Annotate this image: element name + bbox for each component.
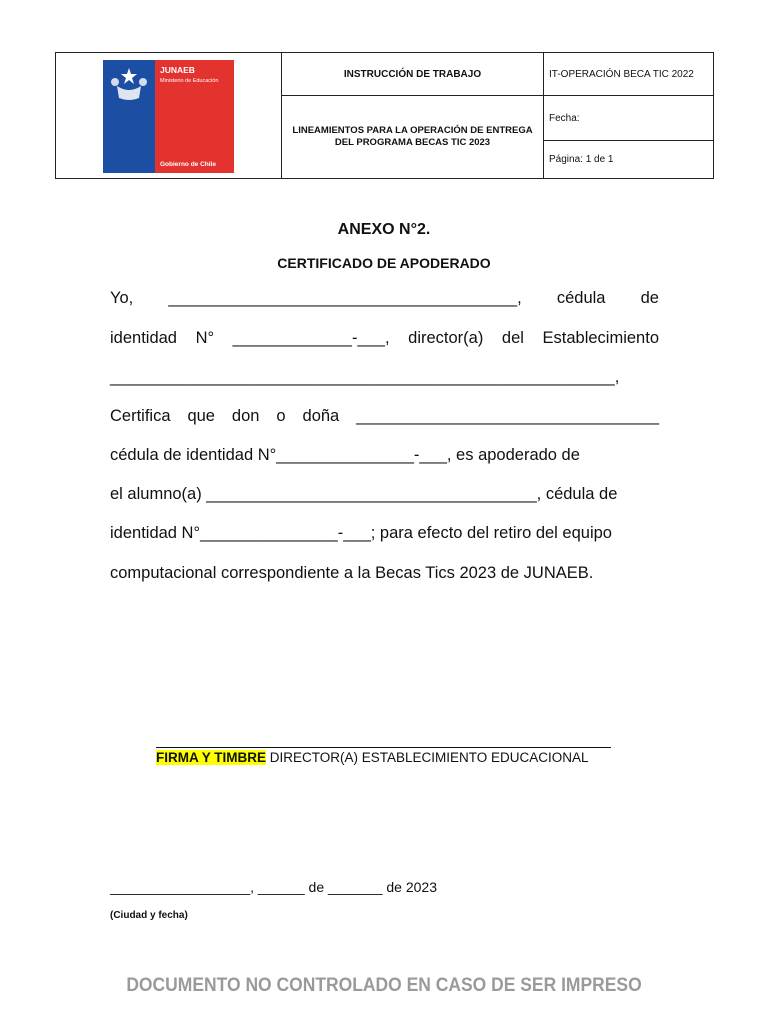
blank-guardian: _________________________________	[356, 407, 659, 425]
certificate-title: CERTIFICADO DE APODERADO	[277, 255, 491, 271]
document-header-table	[55, 52, 714, 179]
signature-caption	[156, 750, 589, 765]
body-line-7: identidad N°_______________-___; para efecto del retiro del equipo	[110, 524, 612, 542]
doc-page-label: Página: 1 de 1	[549, 154, 614, 165]
body-line-5: cédula de identidad N°_______________-___, es apoderado de	[110, 446, 580, 464]
signature-line	[156, 747, 611, 748]
body-line-3: _______________________________________________________,	[110, 368, 620, 386]
body-line-2	[110, 329, 659, 351]
place-date-note: (Ciudad y fecha)	[110, 910, 188, 921]
signature-highlight: FIRMA Y TIMBRE	[156, 750, 267, 765]
doc-type: INSTRUCCIÓN DE TRABAJO	[282, 53, 543, 96]
word: de	[640, 289, 659, 307]
uncontrolled-document-footer: DOCUMENTO NO CONTROLADO EN CASO DE SER IMPRESO	[126, 975, 642, 996]
logo-government: Gobierno de Chile	[160, 161, 216, 168]
word: Certifica	[110, 407, 171, 425]
body-line-6: el alumno(a) ____________________________________, cédula de	[110, 485, 618, 503]
body-line-1	[110, 289, 659, 311]
body-line-8: computacional correspondiente a la Becas Tics 2023 de JUNAEB.	[110, 564, 594, 582]
word: del	[501, 329, 524, 347]
logo-cell	[56, 53, 282, 178]
body-line-4	[110, 407, 659, 429]
word: Yo,	[110, 289, 134, 307]
place-date-line: __________________, ______ de _______ de 2023	[110, 879, 437, 895]
logo-red-band	[155, 60, 234, 173]
meta-cell	[544, 53, 713, 178]
logo-brand: JUNAEB	[160, 65, 195, 75]
junaeb-logo	[103, 60, 234, 173]
annex-title: ANEXO N°2.	[337, 221, 431, 238]
word: director(a)	[408, 329, 484, 347]
word: cédula	[556, 289, 606, 307]
doc-title: LINEAMIENTOS PARA LA OPERACIÓN DE ENTREGA DEL PROGRAMA BECAS TIC 2023	[292, 125, 533, 148]
word: N°	[195, 329, 215, 347]
blank-name: ______________________________________,	[168, 289, 522, 307]
blank-id: _____________-___,	[232, 329, 390, 347]
title-cell	[282, 53, 544, 178]
word: doña	[302, 407, 340, 425]
word: don	[231, 407, 260, 425]
word: Establecimiento	[542, 329, 659, 347]
word: o	[276, 407, 286, 425]
chile-coat-of-arms-icon	[103, 64, 155, 104]
doc-date-label: Fecha:	[544, 96, 713, 141]
logo-blue-band	[103, 60, 155, 173]
word: identidad	[110, 329, 177, 347]
word: que	[187, 407, 215, 425]
signature-role: DIRECTOR(A) ESTABLECIMIENTO EDUCACIONAL	[266, 750, 589, 765]
logo-ministry: Ministerio de Educación	[160, 78, 219, 84]
doc-code: IT-OPERACIÓN BECA TIC 2022	[544, 53, 713, 96]
